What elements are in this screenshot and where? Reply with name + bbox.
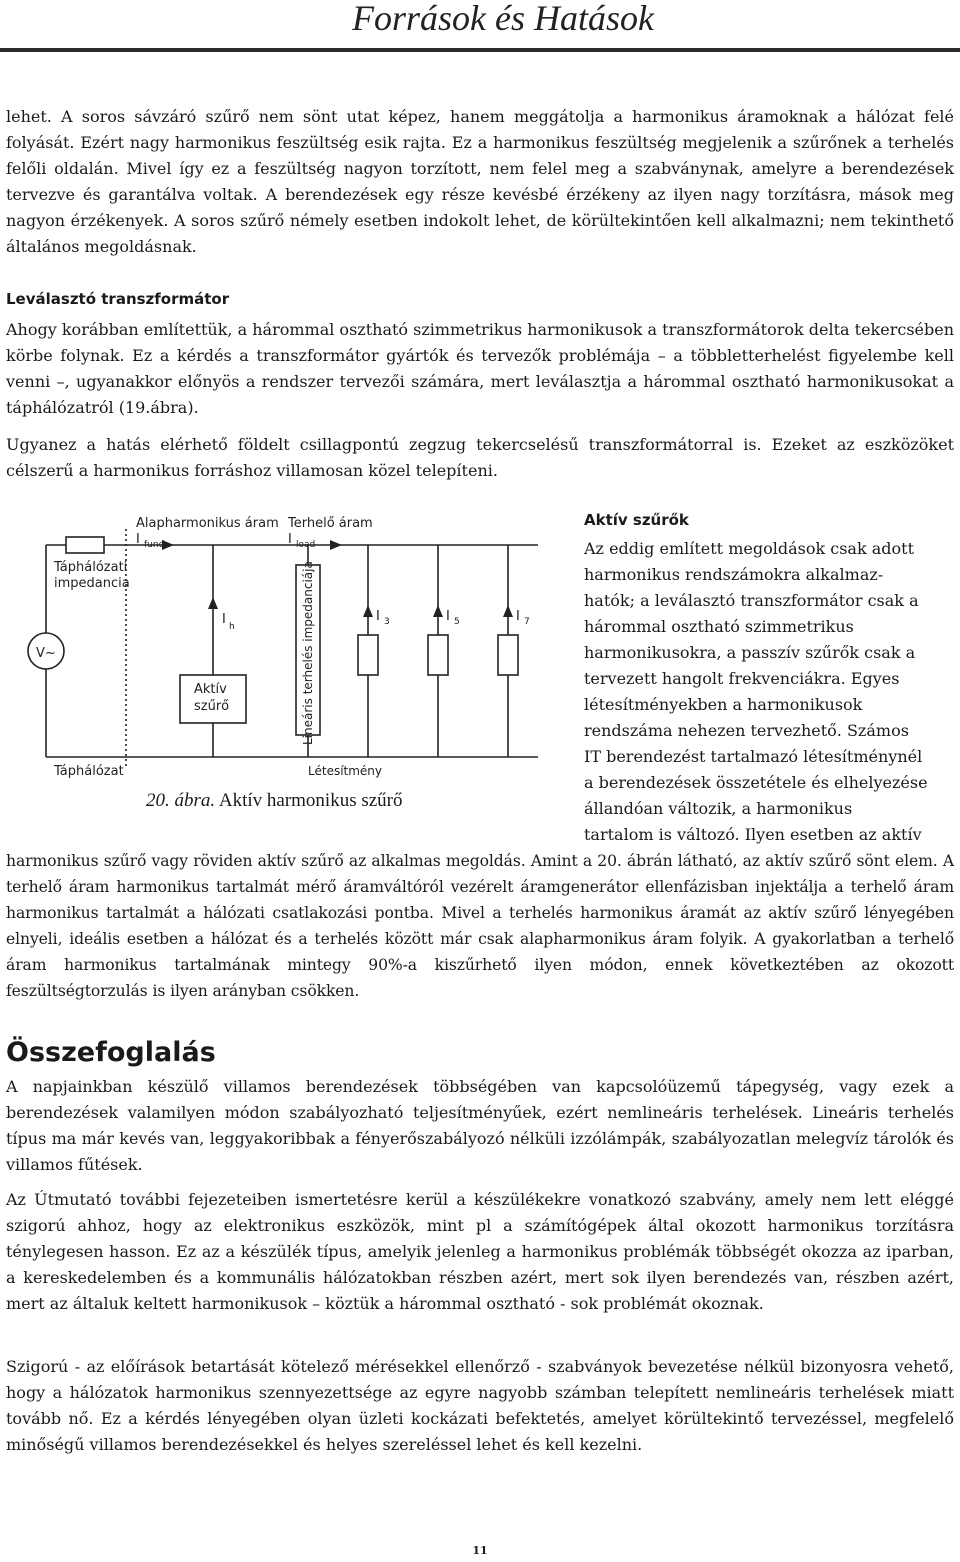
figure-caption-number: 20. ábra.	[146, 790, 216, 811]
summary-paragraph-1: A napjainkban készülő villamos berendezések többségében van kapcsolóüzemű tápegység, vagy ezek a berendezések valamilyen módon szabályozható teljesítményűek, ezért nemlineáris terhelések. Lineáris terhelés típus ma már kevés van, leggyakoribbak a fényerőszabályozó nélküli izzólámpák, szabályozatlan melegvíz tárolók és villamos fűtések.	[6, 1077, 954, 1174]
column-line: tartalom is változó. Ilyen esetben az aktív	[584, 825, 922, 844]
column-line: hatók; a leválasztó transzformátor csak a	[584, 591, 919, 610]
column-line: létesítményekben a harmonikusok	[584, 695, 863, 714]
page-header-title: Források és Hatások	[352, 0, 654, 38]
column-line: harmonikus rendszámokra alkalmaz-	[584, 565, 884, 584]
summary-heading: Összefoglalás	[6, 1037, 216, 1068]
i-load-letter: I	[288, 532, 292, 547]
active-filters-column	[584, 536, 956, 848]
harmonic-current-arrow	[208, 597, 218, 609]
transformer-paragraph-2: Ugyanez a hatás elérhető földelt csillagpontú zegzug tekercselésű transzformátorral is. Ezeket az eszközöket célszerű a harmonikus forráshoz villamosan közel telepíteni.	[6, 435, 954, 480]
i3-arrow	[363, 605, 373, 617]
transformer-section-heading: Leválasztó transzformátor	[6, 290, 230, 308]
summary-paragraph-3: Szigorú - az előírások betartását kötelező mérésekkel ellenőrző - szabványok bevezetése nélkül bizonyosra vehető, hogy a hálózatok harmonikus szennyezettsége az egyre nagyobb számban telepített nemlineáris terhelések miatt tovább nő. Ez a kérdés lényegében olyan üzleti kockázati befektetés, amelyet körültekintő tervezéssel, megfelelő minőségű villamos berendezésekkel és helyes szereléssel lehet és kell kezelni.	[6, 1357, 954, 1454]
column-line: IT berendezést tartalmazó létesítménynél	[584, 747, 923, 766]
harmonic-source-3	[358, 635, 378, 675]
column-line: Az eddig említett megoldások csak adott	[584, 539, 914, 558]
i-fund-subscript: fund	[144, 540, 165, 550]
grid-impedance-label-line1: Táphálózati	[54, 560, 128, 575]
harmonic-source-7	[498, 635, 518, 675]
i-h-subscript: h	[229, 622, 235, 632]
active-filter-label-line1: Aktív	[194, 682, 227, 697]
active-filter-label-line2: szűrő	[194, 699, 230, 714]
i3-letter: I	[376, 609, 380, 624]
summary-paragraph-2: Az Útmutató további fejezeteiben ismertetésre kerül a készülékekre vonatkozó szabvány, amely nem lett eléggé szigorú ahhoz, hogy az elektronikus eszközök, mint pl a számítógépek által okozott harmonikus torzításra ténylegesen hasson. Ez az a készülék típus, amelyik jelenleg a harmonikus problémák többségét okozza az iparban, a kereskedelemben és a kommunális hálózatokban részben azért, mert sok ilyen berendezés van, részben azért, mert az általuk keltett harmonikusok – köztük a hárommal osztható - sok problémát okoznak.	[6, 1190, 954, 1313]
grid-impedance-element	[66, 537, 104, 553]
i-fund-letter: I	[136, 532, 140, 547]
column-line: rendszáma nehezen tervezhető. Számos	[584, 721, 909, 740]
intro-paragraph: lehet. A soros sávzáró szűrő nem sönt utat képez, hanem meggátolja a harmonikus áramoknak a hálózat felé folyását. Ezért nagy harmonikus feszültség esik rajta. Ez a harmonikus feszültség megjelenik a szűrőnek a terhelés felőli oldalán. Mivel így ez a feszültség nagyon torzított, nem felel meg a szabványnak, amelyre a berendezések tervezve és garantálva voltak. A berendezések egy része kevésbé érzékeny az ilyen nagy torzításra, mások meg nagyon érzékenyek. A soros szűrő némely esetben indokolt lehet, de körültekintően kell alkalmazni; nem tekinthető általános megoldásnak.	[6, 107, 954, 256]
voltage-source-label: V~	[36, 646, 56, 661]
load-current-label: Terhelő áram	[288, 516, 373, 531]
i5-subscript: 5	[454, 617, 460, 627]
column-line: harmonikusokra, a passzív szűrők csak a	[584, 643, 916, 662]
i3-subscript: 3	[384, 617, 390, 627]
active-filters-heading: Aktív szűrők	[584, 511, 689, 529]
figure-caption	[146, 790, 403, 812]
facility-label: Létesítmény	[308, 764, 383, 778]
linear-load-impedance-label: Lineáris terhelés impedanciája	[301, 561, 315, 745]
column-line: állandóan változik, a harmonikus	[584, 799, 853, 818]
header-rule	[0, 48, 960, 52]
figure-caption-text: Aktív harmonikus szűrő	[215, 790, 403, 811]
i5-arrow	[433, 605, 443, 617]
i-h-letter: I	[222, 612, 226, 627]
i7-subscript: 7	[524, 617, 530, 627]
grid-impedance-label-line2: impedancia	[54, 576, 130, 591]
active-filter-diagram	[8, 505, 553, 815]
page-number: 11	[472, 1544, 488, 1557]
column-line: a berendezések összetétele és elhelyezése	[584, 773, 928, 792]
column-line: tervezett hangolt frekvenciákra. Egyes	[584, 669, 900, 688]
transformer-paragraph-1: Ahogy korábban említettük, a hárommal osztható szimmetrikus harmonikusok a transzformátorok delta tekercsében körbe folynak. Ez a kérdés a transzformátor gyártók és tervezők problémája – a többletterhelést figyelembe kell venni –, ugyanakkor előnyös a rendszer tervezői számára, mert leválasztja a hárommal osztható harmonikusokat a táphálózatról (19.ábra).	[6, 320, 955, 417]
i7-letter: I	[516, 609, 520, 624]
i7-arrow	[503, 605, 513, 617]
active-filter-figure	[8, 505, 553, 815]
active-filters-continuation: harmonikus szűrő vagy röviden aktív szűrő az alkalmas megoldás. Amint a 20. ábrán látható, az aktív szűrő sönt elem. A terhelő áram harmonikus tartalmát mérő áramváltóról vezérelt áramgenerátor ellenfázisban injektálja a terhelő áram harmonikus tartalmát a hálózati csatlakozási pontba. Mivel a terhelés harmonikus áramát az aktív szűrő lényegében elnyeli, ideális esetben a hálózat és a terhelés között már csak alapharmonikus áram folyik. A gyakorlatban a terhelő áram harmonikus tartalmának mintegy 90%-a kiszűrhető ilyen módon, ennek következtében az okozott feszültségtorzulás is ilyen arányban csökken.	[6, 852, 954, 1000]
i-load-subscript: load	[296, 540, 316, 550]
column-line: hárommal osztható szimmetrikus	[584, 617, 854, 636]
grid-label: Táphálózat	[54, 764, 124, 779]
i5-letter: I	[446, 609, 450, 624]
harmonic-source-5	[428, 635, 448, 675]
load-current-arrow	[330, 540, 342, 550]
fund-current-label: Alapharmonikus áram	[136, 516, 279, 531]
